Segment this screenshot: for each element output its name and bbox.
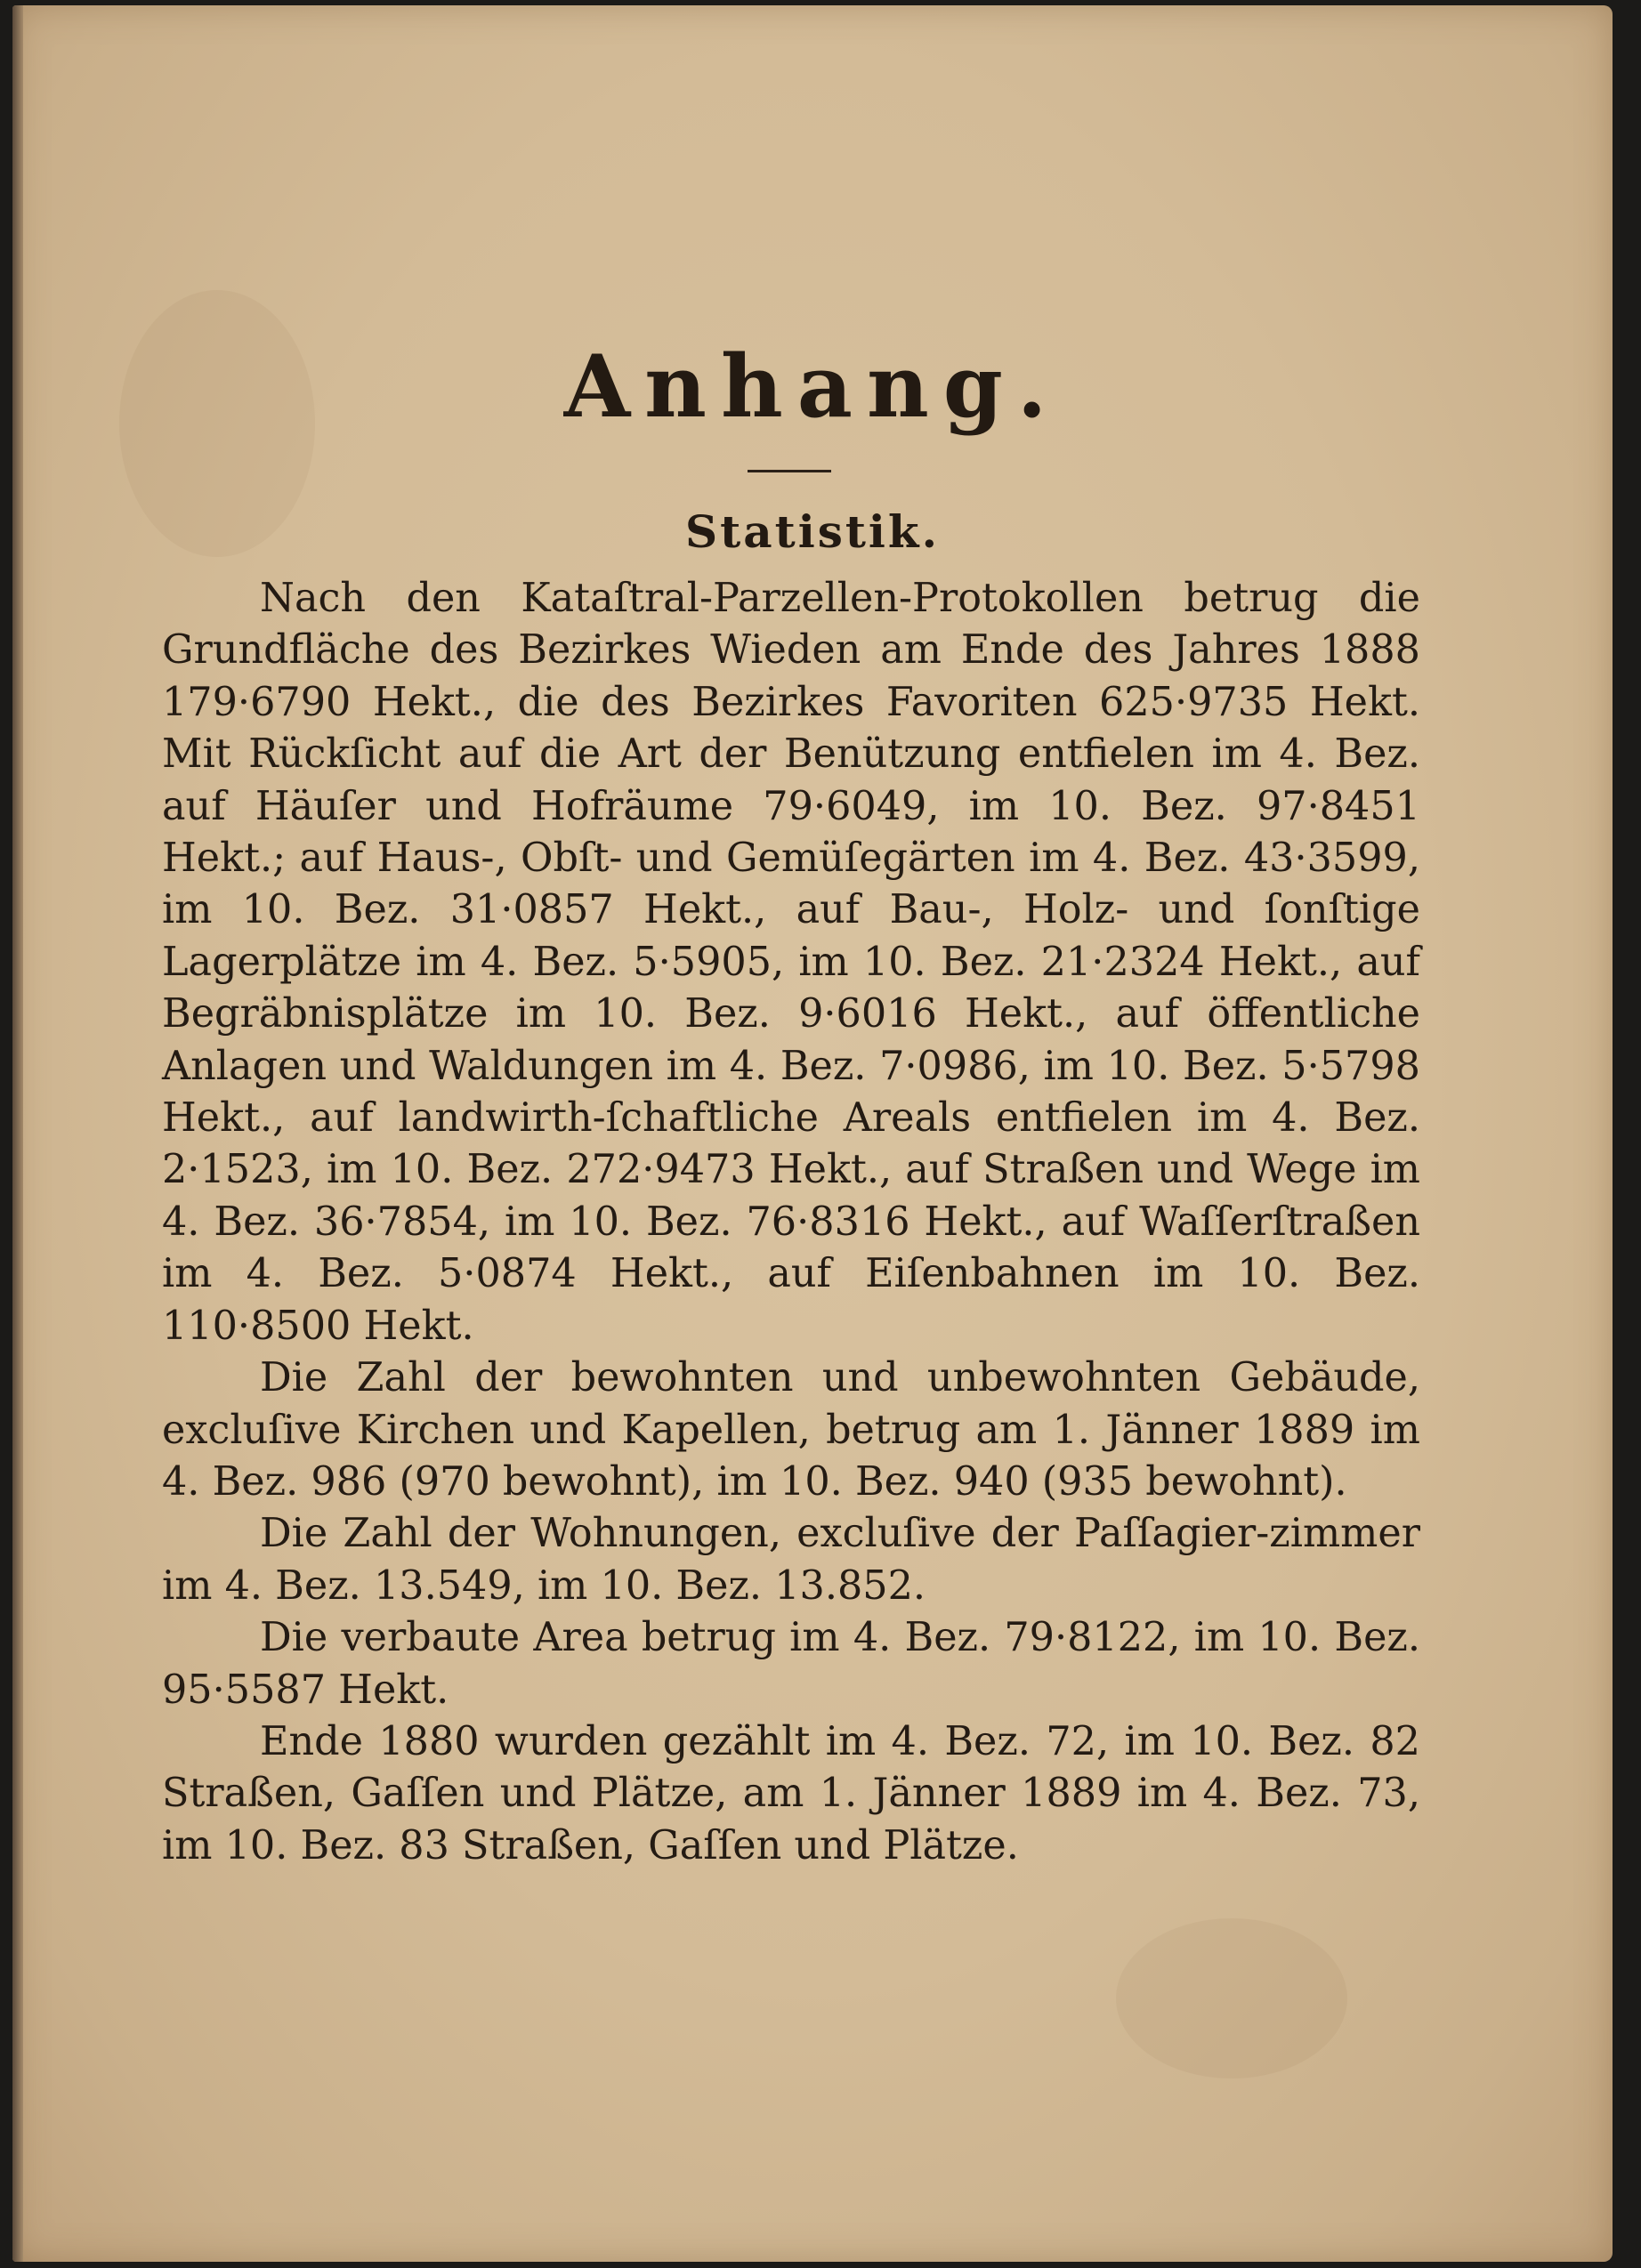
title-divider — [748, 470, 831, 472]
paper-stain — [1116, 1918, 1347, 2078]
paragraph-streets: Ende 1880 wurden gezählt im 4. Bez. 72, im 10. Bez. 82 Straßen, Gaſſen und Plätze, am 1. Jänner 1889 im 4. Bez. 73, im 10. Bez. 83 Straßen, Gaſſen und Plätze. — [162, 1718, 1420, 1868]
paragraph-land-use: Nach den Kataſtral-Parzellen-Protokollen betrug die Grundfläche des Bezirkes Wieden am Ende des Jahres 1888 179·6790 Hekt., die des Bezirkes Favoriten 625·9735 Hekt. Mit Rückſicht auf die Art der Benützung entfielen im 4. Bez. auf Häuſer und Hofräume 79·6049, im 10. Bez. 97·8451 Hekt.; auf Haus-, Obſt- und Gemüſegärten im 4. Bez. 43·3599, im 10. Bez. 31·0857 Hekt., auf Bau-, Holz- und ſonſtige Lagerplätze im 4. Bez. 5·5905, im 10. Bez. 21·2324 Hekt., auf Begräbnisplätze im 10. Bez. 9·6016 Hekt., auf öffentliche Anlagen und Waldungen im 4. Bez. 7·0986, im 10. Bez. 5·5798 Hekt., auf landwirth-ſchaftliche Areals entfielen im 4. Bez. 2·1523, im 10. Bez. 272·9473 Hekt., auf Straßen und Wege im 4. Bez. 36·7854, im 10. Bez. 76·8316 Hekt., auf Waſſerſtraßen im 4. Bez. 5·0874 Hekt., auf Eiſenbahnen im 10. Bez. 110·8500 Hekt. — [162, 576, 1420, 1349]
paragraph-buildings: Die Zahl der bewohnten und unbewohnten Gebäude, excluſive Kirchen und Kapellen, betrug am 1. Jänner 1889 im 4. Bez. 986 (970 bewohnt), im 10. Bez. 940 (935 bewohnt). — [162, 1355, 1420, 1505]
paragraph-dwellings: Die Zahl der Wohnungen, excluſive der Paſſagier-zimmer im 4. Bez. 13.549, im 10. Bez. 13.852. — [162, 1511, 1420, 1609]
paragraph-built-area: Die verbaute Area betrug im 4. Bez. 79·8122, im 10. Bez. 95·5587 Hekt. — [162, 1615, 1420, 1713]
section-heading: Statistik. — [685, 505, 940, 558]
book-page — [12, 5, 1613, 2262]
body-text — [162, 573, 1420, 1872]
page-title: Anhang. — [563, 336, 1062, 437]
